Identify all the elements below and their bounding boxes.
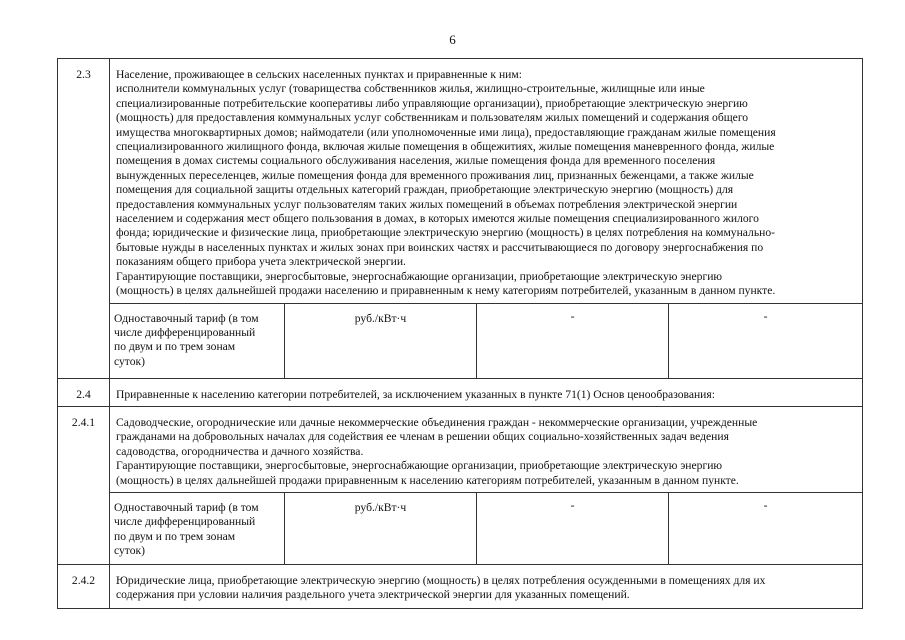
row-number: 2.3 xyxy=(58,59,110,379)
text-line: предоставления коммунальных услуг пользователям таких жилых помещений в объемах потребления электрической энергии xyxy=(116,197,738,211)
tariff-value-1: - xyxy=(477,303,669,378)
row-description xyxy=(110,406,863,492)
tariff-value-2: - xyxy=(669,492,863,564)
row-number: 2.4.2 xyxy=(58,564,110,608)
tariff-row-2-4-1 xyxy=(58,492,863,564)
table-row-2-4-1 xyxy=(58,406,863,492)
text-line: Гарантирующие поставщики, энергосбытовые, энергоснабжающие организации, приобретающие электрическую энергию xyxy=(116,269,723,283)
text-line: (мощность) для предоставления коммунальных услуг собственникам и пользователям жилых помещений и содержания общего xyxy=(116,111,749,125)
text-line: специализированного жилищного фонда, включая жилые помещения в общежитиях, жилые помещения маневренного фонда, жилые xyxy=(116,140,775,154)
text-line: исполнители коммунальных услуг (товарищества собственников жилья, жилищно-строительные, жилищные или иные xyxy=(116,82,705,96)
tariff-table xyxy=(57,58,863,609)
tariff-label xyxy=(110,303,285,378)
table-row-2-3 xyxy=(58,59,863,304)
row-description xyxy=(110,59,863,304)
text-line: Население, проживающее в сельских населенных пунктах и приравненные к ним: xyxy=(116,68,522,81)
table-row-2-4 xyxy=(58,378,863,406)
text-line: Садоводческие, огороднические или дачные некоммерческие объединения граждан - некоммерческие организации, учрежденные xyxy=(116,415,758,429)
row-description: Приравненные к населению категории потребителей, за исключением указанных в пункте 71(1) Основ ценообразования: xyxy=(110,378,863,406)
page-number: 6 xyxy=(449,32,456,47)
tariff-unit: руб./кВт·ч xyxy=(285,492,477,564)
text-line: помещения для социальной защиты отдельных категорий граждан, приобретающие электрическую энергию (мощность) для xyxy=(116,183,734,197)
text-line: помещения в домах системы социального обслуживания населения, жилые помещения фонда для временного поселения xyxy=(116,154,716,168)
tariff-label-line: по двум и по трем зонам xyxy=(114,340,236,354)
tariff-row-2-3 xyxy=(58,303,863,378)
tariff-value-2: - xyxy=(669,303,863,378)
text-line: (мощность) в целях дальнейшей продажи населению и приравненным к нему категориям потребителей, указанным в данном пункте. xyxy=(116,284,776,298)
text-line: гражданами на добровольных началах для содействия ее членам в решении общих социально-хозяйственных задач ведения xyxy=(116,430,729,444)
tariff-label-line: Одноставочный тариф (в том xyxy=(114,500,259,514)
text-line: населением и содержания мест общего пользования в домах, в которых имеются жилые помещения специализированного жилого xyxy=(116,212,759,226)
tariff-label-line: суток) xyxy=(114,354,145,368)
tariff-label-line: по двум и по трем зонам xyxy=(114,529,236,543)
tariff-label-line: числе дифференцированный xyxy=(114,515,256,529)
text-line: показаниям общего прибора учета электрической энергии. xyxy=(116,255,406,269)
text-line: имущества многоквартирных домов; наймодатели (или уполномоченные ими лица), предоставляющие гражданам жилые помещения xyxy=(116,125,776,139)
tariff-label-line: Одноставочный тариф (в том xyxy=(114,311,259,325)
tariff-label-line: числе дифференцированный xyxy=(114,325,256,339)
tariff-value-1: - xyxy=(477,492,669,564)
text-line: специализированные потребительские кооперативы либо управляющие организации), приобретающие электрическую энергию xyxy=(116,96,748,110)
text-line: содержания при условии наличия раздельного учета электрической энергии для указанных помещений. xyxy=(116,588,630,602)
tariff-label-line: суток) xyxy=(114,544,145,558)
row-number: 2.4.1 xyxy=(58,406,110,564)
text-line: бытовые нужды в населенных пунктах и жилых зонах при воинских частях и рассчитывающиеся по договору энергоснабжения по xyxy=(116,240,764,254)
text-line: фонда; юридические и физические лица, приобретающие электрическую энергию (мощность) в целях потребления на коммунально- xyxy=(116,226,775,240)
row-description xyxy=(110,564,863,608)
tariff-unit: руб./кВт·ч xyxy=(285,303,477,378)
row-number: 2.4 xyxy=(58,378,110,406)
text-line: садоводства, огородничества и дачного хозяйства. xyxy=(116,444,364,458)
text-line: (мощность) в целях дальнейшей продажи приравненным к населению категориям потребителей, указанным в данном пункте. xyxy=(116,473,739,487)
table-row-2-4-2 xyxy=(58,564,863,608)
text-line: вынужденных переселенцев, жилые помещения фонда для временного проживания лиц, признанных беженцами, а также жилые xyxy=(116,168,754,182)
tariff-label xyxy=(110,492,285,564)
text-line: Юридические лица, приобретающие электрическую энергию (мощность) в целях потребления осужденными в помещениях для их xyxy=(116,573,766,587)
text-line: Гарантирующие поставщики, энергосбытовые, энергоснабжающие организации, приобретающие электрическую энергию xyxy=(116,459,723,473)
